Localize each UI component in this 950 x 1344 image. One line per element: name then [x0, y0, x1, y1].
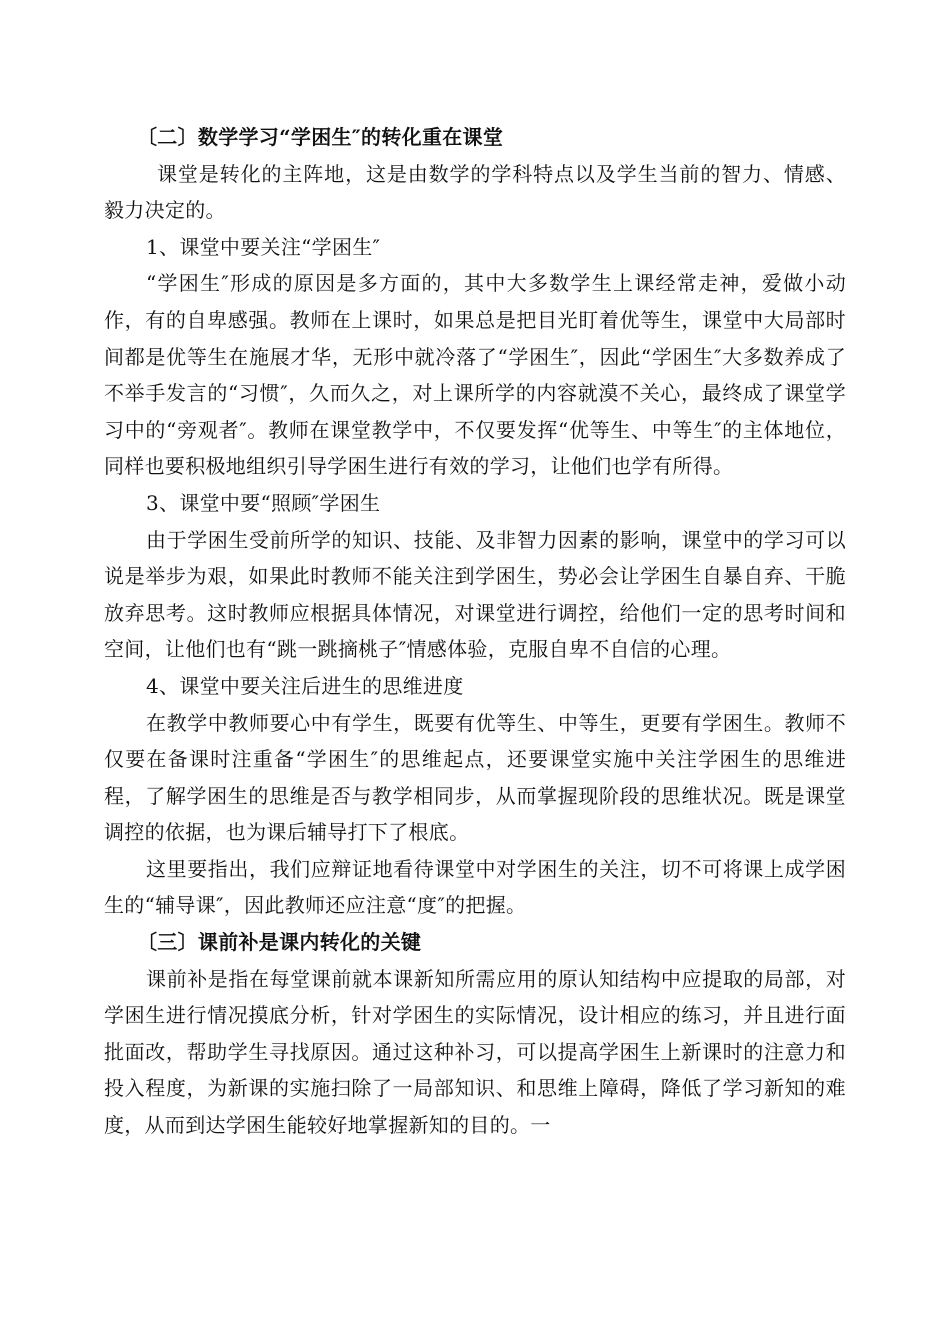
section-heading-2: 〔二〕数学学习“学困生″的转化重在课堂: [137, 125, 504, 149]
section-heading-3: 〔三〕课前补是课内转化的关键: [137, 930, 422, 955]
paragraph-1: 课堂是转化的主阵地，这是由数学的学科特点以及学生当前的智力、情感、毅力决定的。: [104, 161, 846, 223]
document-page: [104, 119, 846, 1144]
paragraph-2: “学困生″形成的原因是多方面的，其中大多数学生上课经常走神，爱做小动作，有的自卑感强。教师在上课时，如果总是把目光盯着优等生，课堂中大局部时间都是优等生在施展才华，无形中就冷落了“学困生″，因此“学困生″大多数养成了不举手发言的“习惯″，久而久之，对上课所学的内容就漠不关心，最终成了课堂学习中的“旁观者″。教师在课堂教学中，不仅要发挥“优等生、中等生″的主体地位，同样也要积极地组织引导学困生进行有效的学习，让他们也学有所得。: [104, 271, 846, 479]
subheading-1: 1、课堂中要关注“学困生″: [146, 234, 381, 259]
paragraph-4: 在教学中教师要心中有学生，既要有优等生、中等生，更要有学困生。教师不仅要在备课时注重备“学困生″的思维起点，还要课堂实施中关注学困生的思维进程，了解学困生的思维是否与教学相同步，从而掌握现阶段的思维状况。既是课堂调控的依据，也为课后辅导打下了根底。: [104, 710, 846, 845]
paragraph-3: 由于学困生受前所学的知识、技能、及非智力因素的影响，课堂中的学习可以说是举步为艰，如果此时教师不能关注到学困生，势必会让学困生自暴自弃、干脆放弃思考。这时教师应根据具体情况，对课堂进行调控，给他们一定的思考时间和空间，让他们也有“跳一跳摘桃子″情感体验，克服自卑不自信的心理。: [104, 527, 846, 662]
paragraph-5: 这里要指出，我们应辩证地看待课堂中对学困生的关注，切不可将课上成学困生的“辅导课″，因此教师还应注意“度″的把握。: [104, 856, 846, 918]
subheading-4: 4、课堂中要关注后进生的思维进度: [146, 673, 464, 698]
subheading-3: 3、课堂中要“照顾″学困生: [146, 490, 381, 515]
paragraph-6: 课前补是指在每堂课前就本课新知所需应用的原认知结构中应提取的局部，对学困生进行情况摸底分析，针对学困生的实际情况，设计相应的练习，并且进行面批面改，帮助学生寻找原因。通过这种补习，可以提高学困生上新课时的注意力和投入程度，为新课的实施扫除了一局部知识、和思维上障碍，降低了学习新知的难度，从而到达学困生能较好地掌握新知的目的。一: [104, 966, 846, 1138]
